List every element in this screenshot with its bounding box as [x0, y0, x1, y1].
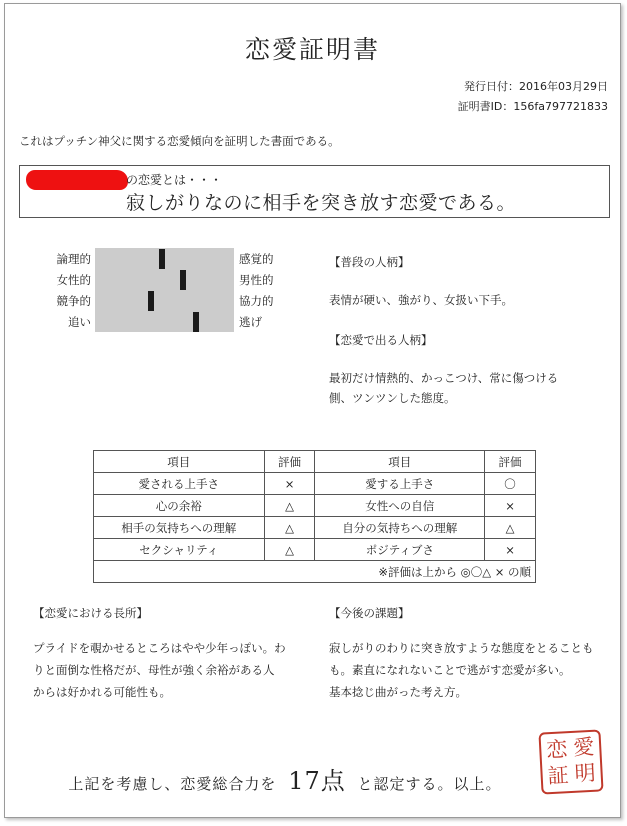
seal-char: 証: [547, 763, 570, 789]
item-cell: セクシャリティ: [94, 539, 265, 561]
scale-row: [5, 311, 305, 332]
scale-row: [5, 269, 305, 290]
normal-personality-text: 表情が硬い、強がり、女扱い下手。: [329, 293, 513, 307]
summary-box: [19, 165, 610, 218]
love-personality-text-1: 最初だけ情熱的、かっこつけ、常に傷つける: [329, 371, 559, 385]
rating-cell: △: [264, 539, 315, 561]
issues-line: 基本捻じ曲がった考え方。: [329, 685, 467, 699]
item-cell: 女性への自信: [315, 495, 485, 517]
scale-track: [95, 248, 234, 269]
rating-cell: ×: [485, 539, 536, 561]
item-cell: 愛する上手さ: [315, 473, 485, 495]
scale-row: [5, 248, 305, 269]
issues-line: 寂しがりのわりに突き放すような態度をとることも: [329, 641, 594, 655]
scale-track: [95, 290, 234, 311]
evaluation-table: [93, 450, 536, 583]
issue-date: 発行日付：2016年03月29日: [464, 80, 608, 93]
table-row: [94, 495, 536, 517]
summary-lead: の恋愛とは・・・: [126, 173, 223, 187]
scale-track: [95, 311, 234, 332]
header-item: 項目: [315, 451, 485, 473]
scale-row: [5, 290, 305, 311]
rating-legend-note: ※評価は上から ◎〇△ × の順: [94, 561, 536, 583]
summary-main: 寂しがりなのに相手を突き放す恋愛である。: [126, 192, 517, 214]
conclusion-after: と認定する。以上。: [357, 775, 502, 793]
table-row: [94, 539, 536, 561]
rating-cell: 〇: [485, 473, 536, 495]
strengths-heading: 【恋愛における長所】: [33, 606, 148, 620]
seal-char: 恋: [545, 737, 568, 763]
issues-heading: 【今後の課題】: [329, 606, 410, 620]
certificate-id: 証明書ID：156fa797721833: [457, 100, 608, 113]
certificate-page: [4, 3, 621, 818]
scale-marker: [180, 270, 186, 290]
document-title: 恋愛証明書: [244, 35, 380, 64]
table-row: [94, 473, 536, 495]
rating-cell: ×: [264, 473, 315, 495]
scale-right-label: 協力的: [239, 294, 274, 308]
conclusion-before: 上記を考慮し、恋愛総合力を: [68, 775, 277, 793]
love-personality-heading: 【恋愛で出る人柄】: [329, 333, 433, 347]
scale-marker: [159, 249, 165, 269]
scale-left-label: 競争的: [56, 294, 91, 308]
scale-track: [95, 269, 234, 290]
scale-marker: [148, 291, 154, 311]
scale-left-label: 追い: [68, 315, 91, 329]
scale-right-label: 感覚的: [239, 252, 274, 266]
scale-right-label: 男性的: [239, 273, 274, 287]
seal-char: 明: [573, 760, 597, 786]
rating-cell: △: [264, 517, 315, 539]
strengths-line: プライドを覗かせるところはやや少年っぽい。わ: [33, 641, 286, 655]
strengths-line: りと面倒な性格だが、母性が強く余裕がある人: [33, 663, 275, 677]
issues-line: も。素直になれないことで逃がす恋愛が多い。: [329, 663, 571, 677]
header-item: 項目: [94, 451, 265, 473]
intro-text: これはプッチン神父に関する恋愛傾向を証明した書面である。: [19, 134, 340, 148]
total-score: 17点: [288, 767, 346, 795]
header-rating: 評価: [264, 451, 315, 473]
table-header-row: [94, 451, 536, 473]
item-cell: 相手の気持ちへの理解: [94, 517, 265, 539]
scale-right-label: 逃げ: [239, 315, 262, 329]
header-rating: 評価: [485, 451, 536, 473]
conclusion-line: [5, 761, 565, 796]
item-cell: ポジティブさ: [315, 539, 485, 561]
item-cell: 心の余裕: [94, 495, 265, 517]
strengths-line: からは好かれる可能性も。: [33, 685, 171, 699]
scale-marker: [193, 312, 199, 332]
item-cell: 自分の気持ちへの理解: [315, 517, 485, 539]
rating-cell: △: [485, 517, 536, 539]
table-note-row: [94, 561, 536, 583]
rating-cell: ×: [485, 495, 536, 517]
table-row: [94, 517, 536, 539]
rating-cell: △: [264, 495, 315, 517]
scale-left-label: 女性的: [56, 273, 91, 287]
redacted-name: [26, 170, 128, 190]
love-certificate-seal: [538, 729, 603, 794]
normal-personality-heading: 【普段の人柄】: [329, 255, 410, 269]
love-personality-text-2: 側、ツンツンした態度。: [329, 391, 456, 405]
scale-left-label: 論理的: [56, 252, 91, 266]
item-cell: 愛される上手さ: [94, 473, 265, 495]
seal-char: 愛: [572, 734, 595, 760]
